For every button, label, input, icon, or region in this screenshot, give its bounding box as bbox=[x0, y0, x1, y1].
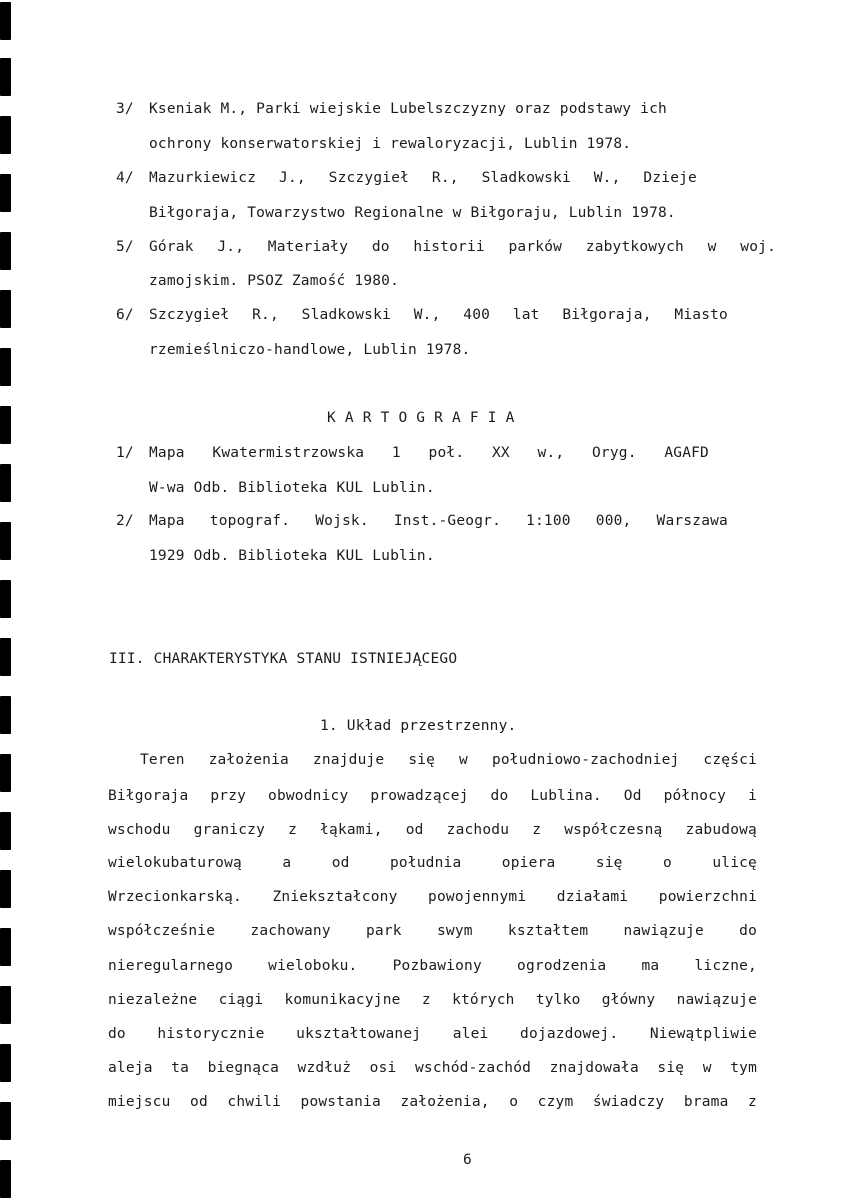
binding-hole bbox=[0, 232, 11, 270]
binding-hole bbox=[0, 406, 11, 444]
bibliography-line: zamojskim. PSOZ Zamość 1980. bbox=[149, 273, 400, 289]
bibliography-line: Górak J., Materiały do historii parków zabytkowych w woj. bbox=[149, 239, 776, 255]
cartography-line: Mapa topograf. Wojsk. Inst.-Geogr. 1:100 000, Warszawa bbox=[149, 513, 728, 529]
cartography-heading: K A R T O G R A F I A bbox=[327, 410, 515, 426]
bibliography-number: 3/ bbox=[116, 101, 134, 117]
bibliography-line: rzemieślniczo-handlowe, Lublin 1978. bbox=[149, 342, 471, 358]
bibliography-number: 4/ bbox=[116, 170, 134, 186]
body-line: nieregularnego wieloboku. Pozbawiony ogrodzenia ma liczne, bbox=[108, 958, 757, 974]
bibliography-line: Kseniak M., Parki wiejskie Lubelszczyzny oraz podstawy ich bbox=[149, 101, 667, 117]
bibliography-line: Biłgoraja, Towarzystwo Regionalne w Biłgoraju, Lublin 1978. bbox=[149, 205, 676, 221]
binding-hole bbox=[0, 638, 11, 676]
binding-hole bbox=[0, 348, 11, 386]
bibliography-number: 6/ bbox=[116, 307, 134, 323]
binding-hole bbox=[0, 870, 11, 908]
binding-hole bbox=[0, 754, 11, 792]
bibliography-line: Szczygieł R., Sladkowski W., 400 lat Biłgoraja, Miasto bbox=[149, 307, 728, 323]
binding-hole bbox=[0, 174, 11, 212]
page-number: 6 bbox=[463, 1152, 472, 1168]
binding-hole bbox=[0, 290, 11, 328]
cartography-line: 1929 Odb. Biblioteka KUL Lublin. bbox=[149, 548, 435, 564]
cartography-number: 2/ bbox=[116, 513, 134, 529]
body-line: Teren założenia znajduje się w południowo-zachodniej części bbox=[140, 752, 757, 768]
binding-hole bbox=[0, 928, 11, 966]
body-line: wschodu graniczy z łąkami, od zachodu z współczesną zabudową bbox=[108, 822, 757, 838]
binding-hole bbox=[0, 580, 11, 618]
bibliography-number: 5/ bbox=[116, 239, 134, 255]
binding-hole bbox=[0, 1044, 11, 1082]
binding-hole bbox=[0, 464, 11, 502]
binding-holes bbox=[0, 0, 14, 1199]
bibliography-line: ochrony konserwatorskiej i rewaloryzacji, Lublin 1978. bbox=[149, 136, 632, 152]
cartography-line: Mapa Kwatermistrzowska 1 poł. XX w., Oryg. AGAFD bbox=[149, 445, 709, 461]
binding-hole bbox=[0, 1102, 11, 1140]
binding-hole bbox=[0, 696, 11, 734]
cartography-number: 1/ bbox=[116, 445, 134, 461]
chapter-heading: III. CHARAKTERYSTYKA STANU ISTNIEJĄCEGO bbox=[109, 651, 458, 667]
binding-hole bbox=[0, 116, 11, 154]
body-line: niezależne ciągi komunikacyjne z których tylko główny nawiązuje bbox=[108, 992, 757, 1008]
binding-hole bbox=[0, 522, 11, 560]
body-line: aleja ta biegnąca wzdłuż osi wschód-zachód znajdowała się w tym bbox=[108, 1060, 757, 1076]
binding-hole bbox=[0, 812, 11, 850]
binding-hole bbox=[0, 986, 11, 1024]
body-line: miejscu od chwili powstania założenia, o czym świadczy brama z bbox=[108, 1094, 757, 1110]
binding-hole bbox=[0, 1160, 11, 1198]
binding-hole bbox=[0, 58, 11, 96]
section-heading: 1. Układ przestrzenny. bbox=[320, 718, 517, 734]
body-line: do historycznie ukształtowanej alei dojazdowej. Niewątpliwie bbox=[108, 1026, 757, 1042]
cartography-line: W-wa Odb. Biblioteka KUL Lublin. bbox=[149, 480, 435, 496]
body-line: Wrzecionkarską. Zniekształcony powojennymi działami powierzchni bbox=[108, 889, 757, 905]
body-line: współcześnie zachowany park swym kształtem nawiązuje do bbox=[108, 923, 757, 939]
bibliography-line: Mazurkiewicz J., Szczygieł R., Sladkowski W., Dzieje bbox=[149, 170, 697, 186]
body-line: Biłgoraja przy obwodnicy prowadzącej do Lublina. Od północy i bbox=[108, 788, 757, 804]
binding-hole bbox=[0, 2, 11, 40]
body-line: wielokubaturową a od południa opiera się o ulicę bbox=[108, 855, 757, 871]
